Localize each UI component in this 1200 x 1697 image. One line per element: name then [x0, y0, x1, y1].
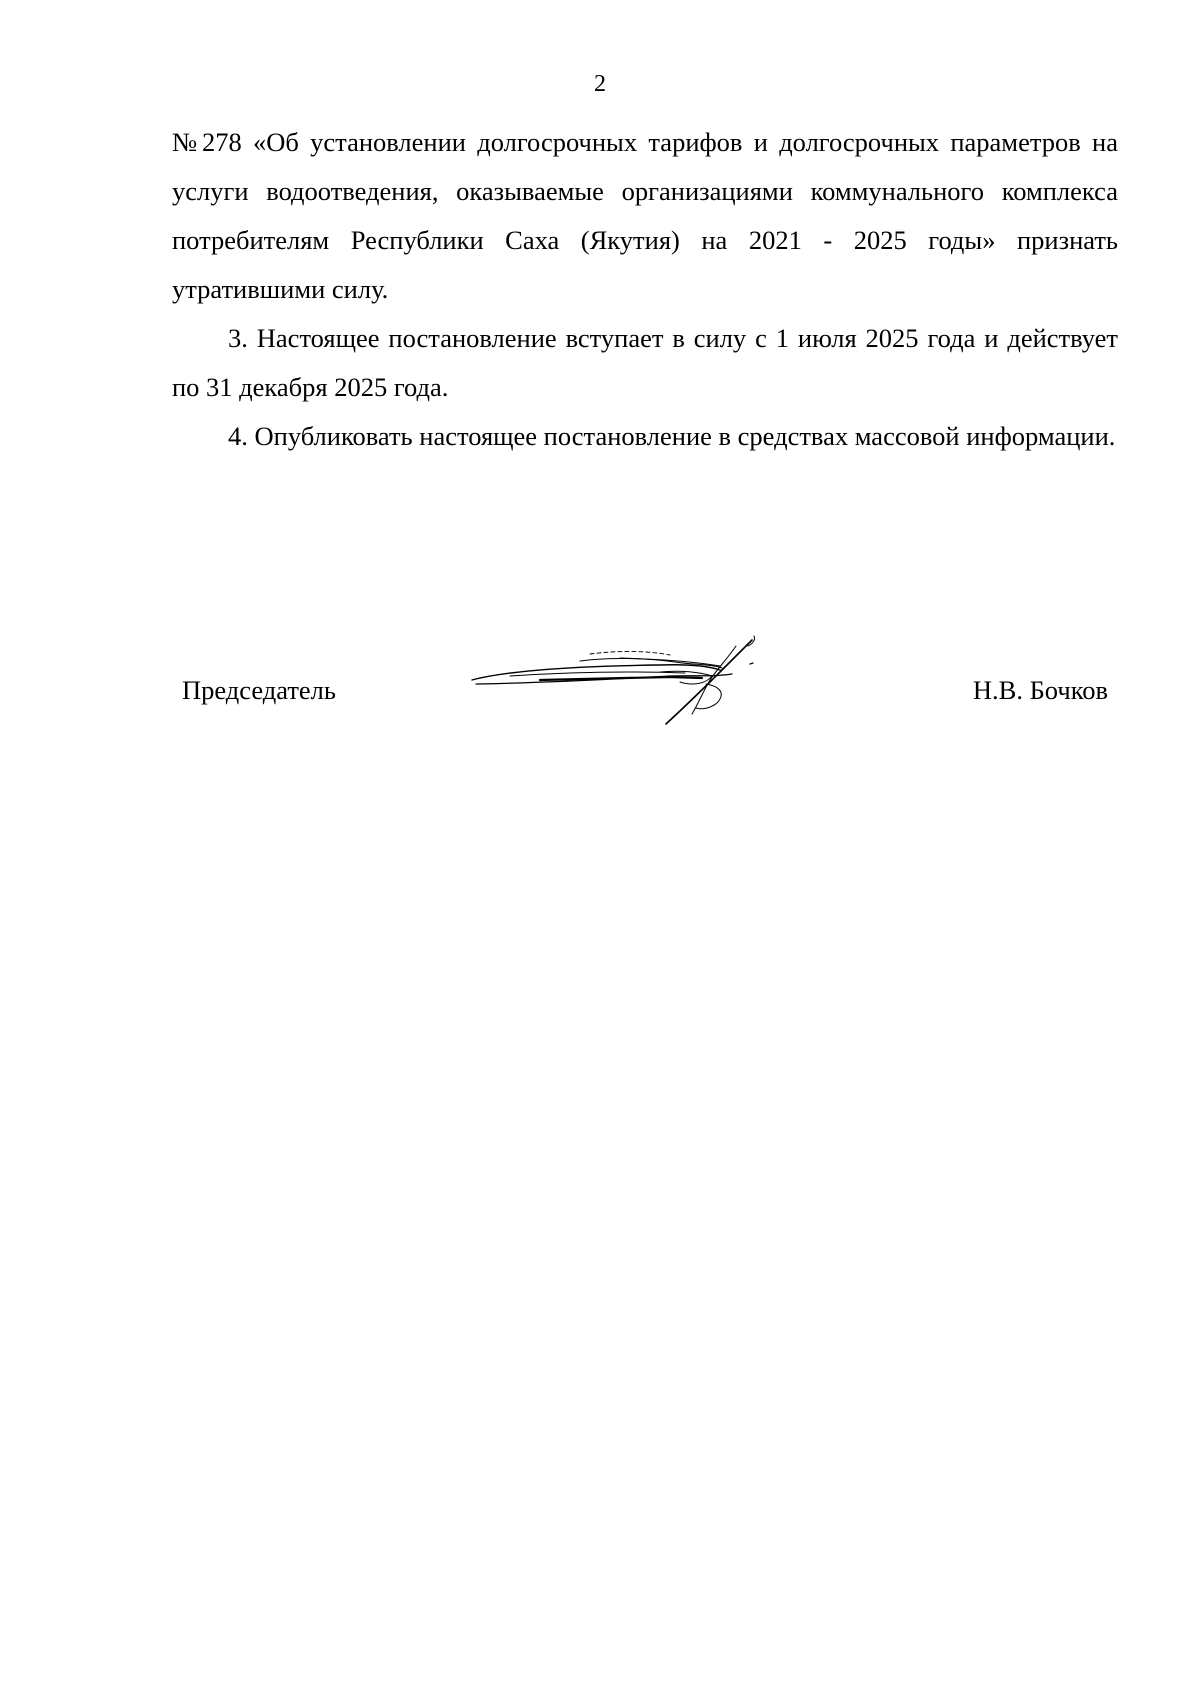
- page-number: 2: [594, 71, 606, 97]
- signature-block: [0, 672, 1200, 712]
- signatory-name: Н.В. Бочков: [972, 675, 1108, 705]
- paragraph-item-4: 4. Опубликовать настоящее постановление в средствах массовой информации.: [228, 421, 1116, 451]
- document-body: [172, 118, 1118, 461]
- paragraph-continuation: №278 «Об установлении долгосрочных тарифов и долгосрочных параметров на услуги водоотведения, оказываемые организациями коммунального комплекса потребителям Республики Саха (Якутия) на 2021 - 2025 годы» признать утратившими силу.: [172, 127, 1118, 304]
- signatory-title: Председатель: [182, 675, 336, 705]
- paragraph-item-3: 3. Настоящее постановление вступает в силу с 1 июля 2025 года и действует по 31 декабря 2025 года.: [172, 323, 1118, 402]
